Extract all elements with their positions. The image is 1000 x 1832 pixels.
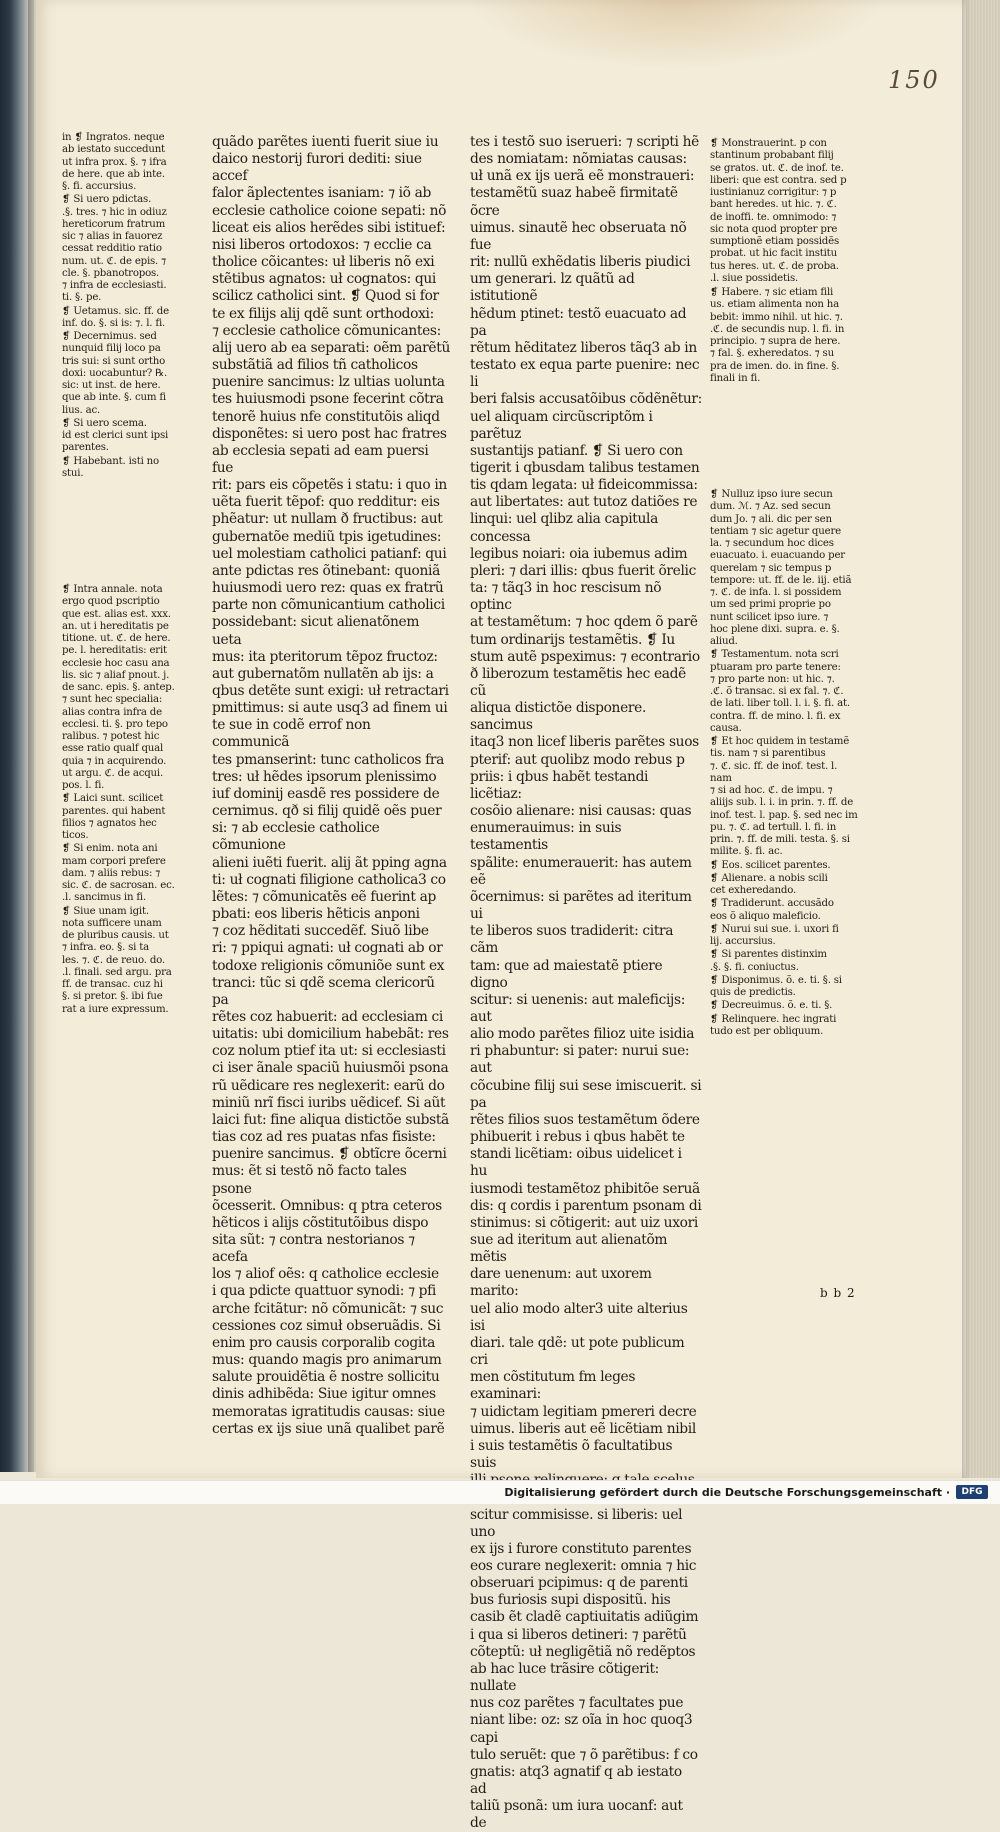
folio-number: 150 <box>888 66 940 94</box>
gloss-block: ❡ Alienare. a nobis scili cet exheredando. <box>710 872 828 896</box>
gloss-block: ❡ Habere. ⁊ sic etiam fili us. etiam alimenta non ha bebit: immo nihil. ut hic. ⁊. .ℭ. de secundis nup. l. fi. in principio. ⁊ supra de here. ⁊ fal. §. exheredatos. ⁊ su pra de imen. do. in fine. §. finali in fi. <box>710 287 845 384</box>
gloss-block: ❡ Uetamus. sic. ff. de inf. do. §. si is: ⁊. l. fi. <box>62 305 169 329</box>
gloss-block: ❡ Testamentum. nota scri ptuaram pro parte tenere: ⁊ pro parte non: ut hic. ⁊. .ℭ. õ transac. si ex fal. ⁊. ℭ. de lati. liber toll. l. i. §. fi. at. contra. ff. de mino. l. fi. ex causa. <box>710 649 850 734</box>
digitization-footer <box>0 1480 1000 1504</box>
gloss-block: ❡ Si uero scema. id est clerici sunt ipsi parentes. <box>62 417 169 454</box>
main-text: quãdo parẽtes iuenti fuerit siue iu daico nestorij furori dediti: siue accef falor ãplectentes isaniam: ⁊ iõ ab ecclesie catholice coione sepati: nõ liceat eis alios herẽdes sibi istituef: nisi liberos ortodoxos: ⁊ ecclie ca tholice cõicantes: uł liberis nõ exi stẽtibus agnatos: uł cognatos: qui scilicz catholici sint. ❡ Quod si for te ex filijs alij qdẽ sunt orthodoxi: ⁊ ecclesie catholice cõmunicantes: alij uero ab ea separati: oẽm parẽtũ substãtiã ad filios tñ catholicos puenire sancimus: lz ultias uolunta tes huiusmodi psone fecerint cõtra tenorẽ huius nfe constitutõis aliqd disponẽtes: si uero post hac fratres ab ecclesia sepati ad eam puersi fue rit: pars eis cõpetẽs i statu: i quo in uẽta fuerit tẽpof: quo redditur: eis phẽatur: ut nullam ð fructibus: aut gubernatõe mediũ tpis igetudines: uel molestiam catholici patianf: qui ante pdictas res õtinebant: quoniã huiusmodi uero rez: quas ex fratrũ parte non cõmunicantium catholici possidebant: sicut alienatõnem ueta mus: ita pteritorum tẽpoz fructoz: aut gubernatõm nullatẽn ab ijs: a qbus detẽte sunt exigi: uł retractari pmittimus: si aute usq3 ad finem ui te sue in codẽ errof non communicã tes pmanserint: tunc catholicos fra tres: uł hẽdes ipsorum plenissimo iuf dominij easdẽ res possidere de cernimus. qð si filij quidẽ oẽs puer si: ⁊ ab ecclesie catholice cõmunione alieni iuẽti fuerit. alij ãt pping agna ti: uł cognati filigione catholica3 co lẽtes: ⁊ cõmunicatẽs eẽ fuerint ap pbati: eos liberis hẽticis anponi ⁊ coz hẽditati succedẽf. Siuõ libe ri: ⁊ ppiqui agnati: uł cognati ab or todoxe religionis cõmuniõe sunt ex tranci: tũc si qdẽ scema clericorũ pa rẽtes coz habuerit: ad ecclesiam ci uitatis: ubi domicilium habebãt: res coz nolum ptief ita ut: si ecclesiasti ci iser ãnale spaciũ huiusmõi psona rũ uẽdicare res neglexerit: earũ do miniũ nrĩ fisci iuribs uẽdicef. Si aũt laici fut: fine aliqua distictõe substã tias coz ad res puatas nfas fisiste: puenire sancimus. ❡ obtĩcre õcerni mus: ẽt si testõ nõ facto tales psone õcesserit. Omnibus: q ptra ceteros hẽticos i alijs cõstitutõibus dispo sita sũt: ⁊ contra nestorianos ⁊ acefa los ⁊ aliof oẽs: q catholice ecclesie i qua pdicte quattuor synodi: ⁊ pfi arche fcitãtur: nõ cõmunicãt: ⁊ suc cessiones coz simuł obseruãdis. Si enim pro causis corporalib cogita mus: quando magis pro animarum salute prouidẽtia ẽ nostre sollicitu dinis adhibẽda: Siue igitur omnes memoratas igratitudis causas: siue certas ex ijs siue unã qualibet parẽ <box>212 134 450 1437</box>
main-text-column-left <box>212 134 450 1438</box>
gloss-block: ❡ Si uero pdictas. .§. tres. ⁊ hic in odiuz hereticorum fratrum sic ⁊ alias in fauorez cessat redditio ratio num. ut. ℭ. de epis. ⁊ cle. §. pbanotropos. ⁊ infra de ecclesiasti. ti. §. pe. <box>62 194 167 304</box>
gloss-block: ❡ Decernimus. sed nunquid filij loco pa tris sui: si sunt ortho doxi: uocabuntur? ℞. sic: ut inst. de here. que ab inte. §. cum fi lius. ac. <box>62 331 168 416</box>
gloss-block: ❡ Siue unam igit. nota sufficere unam de pluribus causis. ut ⁊ infra. eo. §. si ta les. ⁊. ℭ. de reuo. do. .l. finali. sed argu. pra ff. de transac. cuz hi §. si pretor. §. ibi fue rat a iure expressum. <box>62 905 172 1015</box>
gloss-block: ❡ Tradiderunt. accusãdo eos õ aliquo maleficio. <box>710 898 834 922</box>
footer-credit: Digitalisierung gefördert durch die Deutsche Forschungsgemeinschaft · <box>504 1486 950 1499</box>
gloss-block: ❡ Monstrauerint. p con stantinum probabant filij se gratos. ut. ℭ. de inof. te. liberi: que est contra. sed p iustinianuz corrigitur: ⁊ p bant heredes. ut hic. ⁊. ℭ. de inoffi. te. omnimodo: ⁊ sic nota quod propter pre sumptionẽ etiam possidẽs probat. ut hic facit institu tus heres. ut. ℭ. de proba. .l. siue possidetis. <box>710 138 847 284</box>
gloss-block: ❡ Nulluz ipso iure secun dum. ℳ. ⁊ Az. sed secun dum Jo. ⁊ ali. dic per sen tentiam ⁊ sic agetur quere la. ⁊ secundum hoc dices euacuato. i. euacuando per querelam ⁊ sic tempus p tempore: ut. ff. de le. iij. etiã ⁊. ℭ. de infa. l. si possidem um sed primi proprie po nunt scilicet ipso iure. ⁊ hoc plene dixi. supra. e. §. aliud. <box>710 489 852 647</box>
gloss-block: ❡ Si parentes distinxim .§. §. fi. coniuctus. <box>710 949 827 973</box>
gloss-block: in ❡ Ingratos. neque ab iestato succedunt ut infra prox. §. ⁊ ifra de here. que ab inte. §. fi. accursius. <box>62 132 167 192</box>
gloss-block: ❡ Eos. scilicet parentes. <box>710 859 831 871</box>
gloss-block: ❡ Disponimus. õ. e. ti. §. si quis de predictis. <box>710 974 842 998</box>
fore-edge-shadow <box>962 0 970 1478</box>
main-text: tes i testõ suo iserueri: ⁊ scripti hẽ des nomiatam: nõmiatas causas: uł unã ex ijs uerã eẽ monstraueri: testamẽtũ suaz habeẽ firmitatẽ õcre uimus. sinautẽ hec obseruata nõ fue rit: nullũ exhẽdatis liberis piudici um generari. lz quãtũ ad istitutionẽ hẽdum ptinet: testõ euacuato ad pa rẽtum hẽditatez liberos tãq3 ab in testato ex equa parte puenire: nec li beri falsis accusatõibus cõdẽnẽtur: uel aliquam circũscriptõm i parẽtuz sustantijs patianf. ❡ Si uero con tigerit i qbusdam talibus testamen tis qdam legata: uł fideicommissa: aut libertates: aut tutoz datiões re linqui: uel qlibz alia capitula concessa legibus noiari: oia iubemus adim pleri: ⁊ dari illis: qbus fuerit õrelic ta: ⁊ tãq3 in hoc rescisum nõ optinc at testamẽtum: ⁊ hoc qdem õ parẽ tum ordinarijs testamẽtis. ❡ Iu stum autẽ pspeximus: ⁊ econtrario ð liberozum testamẽtis hec eadẽ cũ aliqua distictõe disponere. sancimus itaq3 non licef liberis parẽtes suos pterif: aut quolibz modo rebus p priis: i qbus habẽt testandi licẽtiaz: cosõio alienare: nisi causas: quas enumerauimus: in suis testamentis spãlite: enumerauerit: has autem eẽ õcernimus: si parẽtes ad iteritum ui te liberos suos tradiderit: citra cãm tam: que ad maiestatẽ ptiere digno scitur: si uenenis: aut maleficijs: aut alio modo parẽtes filioz uite isidia ri phabuntur: si pater: nurui sue: aut cõcubine filij sui sese imiscuerit. si pa rẽtes filios suos testamẽtum õdere phibuerit i rebus i qbus habẽt te standi licẽtiam: oibus uidelicet i hu iusmodi testamẽtoz phibitõe seruã dis: q cordis i parentum psonam di stinimus: si cõtigerit: aut uiz uxori sue ad iteritum aut alienatõm mẽtis dare uenenum: aut uxorem marito: uel alio modo alter3 uite alterius isi diari. tale qdẽ: ut pote publicum cri men cõstitutum fm leges examinari: ⁊ uidictam legitiam pmereri decre uimus. liberis aut eẽ licẽtiam nibil i suis testamẽtis õ facultatibus suis scitur commisisse. si liberis: uel uno ex ijs i furore constituto parentes eos curare neglexerit: omnia ⁊ hic obseruari pcipimus: q de parenti bus furiosis supi dispositũ. his casib ẽt cladẽ captiuitatis adiũgim i qua si liberos detineri: ⁊ parẽtũ cõteptũ: uł negligẽtiã nõ redẽptos ab hac luce trãsire cõtigerit: nullate nus coz parẽtes ⁊ facultates pue niant libe: oz: sz oĩa in hoc quoq3 capi tulo seruẽt: que ⁊ õ parẽtibus: f co gnatis: atq3 agnatif q ab iestato ad taliũ psonã: um iura uocanf: aut de <box>470 134 702 1832</box>
gloss-block: ❡ Si enim. nota ani mam corpori prefere dam. ⁊ aliis rebus: ⁊ sic. ℭ. de sacrosan. ec. .l. sancimus in fi. <box>62 843 175 904</box>
gloss-block: ❡ Relinquere. hec ingrati tudo est per obliquum. <box>710 1013 837 1037</box>
gloss-block: ❡ Intra annale. nota ergo quod pscriptio que est. alias est. xxx. an. ut i hereditatis pe titione. ut. ℭ. de here. pe. l. hereditatis: erit ecclesie hoc casu ana lis. sic ⁊ aliaf pnout. j. de sanc. epis. §. antep. ⁊ sunt hec specialia: alias contra infra de ecclesi. ti. §. pro tepo ralibus. ⁊ potest hic esse ratio qualf qual quia ⁊ in acquirendo. ut argu. ℭ. de acqui. pos. l. fi. <box>62 584 175 791</box>
gloss-block: ❡ Et hoc quidem in testamẽ tis. nam ⁊ si parentibus ⁊. ℭ. sic. ff. de inof. test. l. nam ⁊ si ad hoc. ℭ. de impu. ⁊ aliijs sub. l. i. in prin. ⁊. ff. de inof. test. l. pap. §. sed nec im pu. ⁊. ℭ. ad tertull. l. fi. in prin. ⁊. ff. de mili. testa. §. si milite. §. fi. ac. <box>710 736 858 858</box>
gloss-block: ❡ Nurui sui sue. i. uxori fi lij. accursius. <box>710 923 839 947</box>
gloss-block: ❡ Laici sunt. scilicet parentes. qui habent filios ⁊ agnatos hec ticos. <box>62 793 166 841</box>
right-gloss-column <box>710 138 860 1038</box>
left-gloss-column <box>62 132 194 1016</box>
gloss-block: ❡ Habebant. isti no stui. <box>62 455 159 479</box>
gloss-block: ❡ Decreuimus. õ. e. ti. §. <box>710 1000 833 1012</box>
main-text-column-right <box>470 134 702 1832</box>
page-fore-edge <box>966 0 1000 1478</box>
foxing-stain <box>466 0 886 70</box>
dfg-logo-icon: DFG <box>956 1485 988 1499</box>
quire-signature: b b 2 <box>820 1286 856 1300</box>
